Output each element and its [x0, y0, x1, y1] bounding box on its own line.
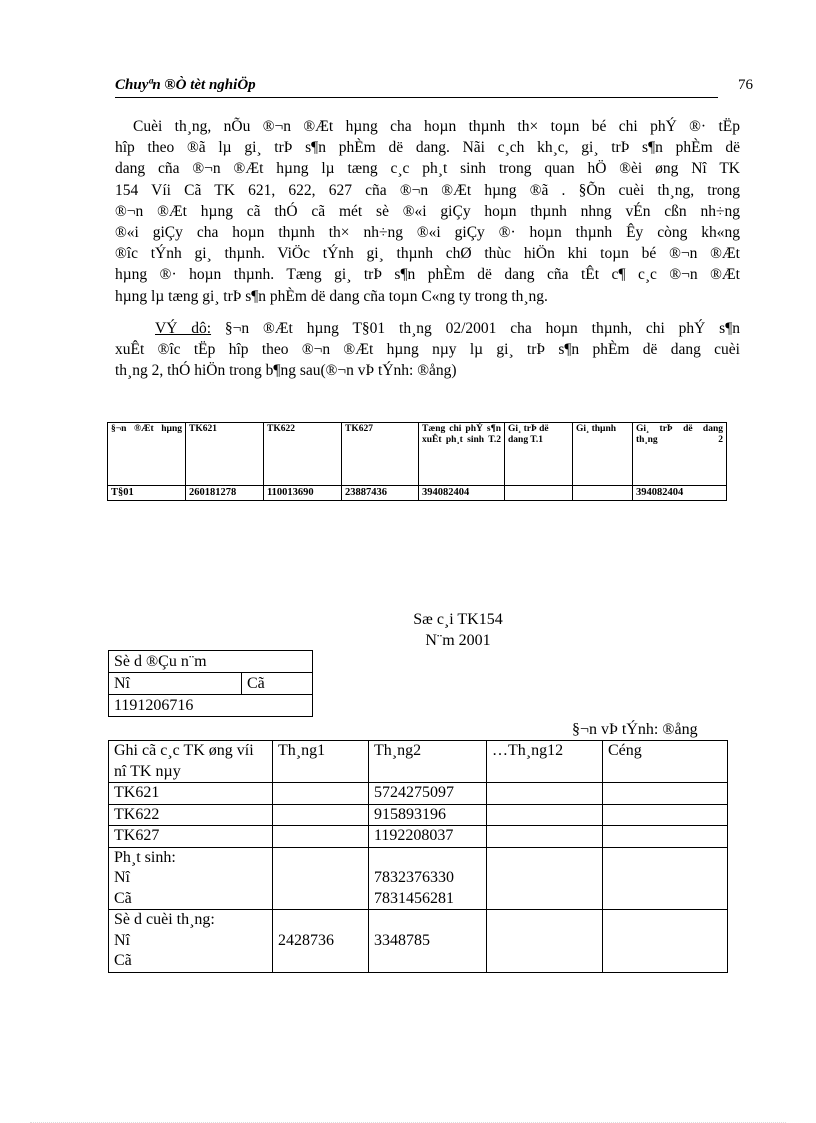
table-cell: 1192208037: [369, 826, 487, 848]
currency-unit-note: §¬n vÞ tÝnh: ®ång: [572, 721, 698, 738]
table-header-cell: Th¸ng1: [273, 741, 369, 783]
table-header-cell: TK627: [342, 423, 419, 486]
table-cell: 110013690: [264, 486, 342, 501]
table-cell: 5724275097: [369, 783, 487, 805]
paragraph-line: hµng lµ tæng gi¸ trÞ s¶n phÈm dë dang cña toµn C«ng ty trong th¸ng.: [115, 287, 548, 305]
table-row: [109, 804, 728, 826]
table-cell: T§01: [108, 486, 186, 501]
credit-label: Cã: [242, 673, 313, 695]
table-cell: [369, 847, 487, 910]
paragraph-line: [115, 318, 740, 339]
table-cell: [573, 486, 633, 501]
table-cell: [273, 783, 369, 805]
closing-debit-m1: 2428736: [278, 931, 334, 949]
table-cell: [273, 847, 369, 910]
paragraph-1: [115, 116, 740, 307]
table-header-cell: Ghi cã c¸c TK øng víi nî TK nµy: [109, 741, 273, 783]
opening-balance-table: [108, 650, 313, 717]
table-header-cell: Gi¸ trÞ dë dang T.1: [505, 423, 573, 486]
debit-label: Nî: [109, 673, 242, 695]
example-label: VÝ dô:: [155, 320, 212, 337]
paragraph-line: ®«i giÇy cha hoµn thµnh th× nh÷ng ®«i giÇy ®· hoµn thµnh Êy còng kh«ng: [115, 224, 740, 242]
table-header-cell: Tæng chi phÝ s¶n xuÊt ph¸t sinh T.2: [419, 423, 505, 486]
table-cell: 23887436: [342, 486, 419, 501]
paragraph-line: ®îc tÝnh gi¸ thµnh. ViÖc tÝnh gi¸ thµnh chØ thùc hiÖn khi toµn bé ®¬n ®Æt: [115, 245, 740, 263]
debit-label: Nî: [114, 869, 130, 886]
paragraph-line: hµng ®· hoµn thµnh. Tæng gi¸ trÞ s¶n phÈm dë dang cña tÊt c¶ c¸c ®¬n ®Æt: [115, 266, 740, 284]
order-cost-table: [107, 422, 727, 501]
table-header-row: [108, 423, 727, 486]
table-cell: 394082404: [633, 486, 727, 501]
table-row: [108, 486, 727, 501]
paragraph-line: Cuèi th¸ng, nÕu ®¬n ®Æt hµng cha hoµn thµnh th× toµn bé chi phÝ ®· tËp: [133, 118, 740, 135]
table-header-row: [109, 741, 728, 783]
paragraph-line: 154 Víi Cã TK 621, 622, 627 cña ®¬n ®Æt hµng ®ã . §Õn cuèi th¸ng, trong: [115, 181, 740, 199]
table-header-cell: Th¸ng2: [369, 741, 487, 783]
paragraph-line: th¸ng 2, thÓ hiÖn trong b¶ng sau(®¬n vÞ tÝnh: ®ång): [115, 362, 457, 380]
page-header-title: Chuyªn ®Ò tèt nghiÖp: [115, 77, 256, 93]
arising-debit-value: 7832376330: [374, 869, 454, 886]
page-number: 76: [738, 77, 753, 93]
table-cell: [603, 910, 728, 973]
closing-label: Sè d cuèi th¸ng:: [114, 911, 215, 928]
table-cell: [487, 847, 603, 910]
arising-label: Ph¸t sinh:: [114, 848, 176, 866]
table-row: [109, 783, 728, 805]
paragraph-line: dang cña ®¬n ®Æt hµng lµ tæng c¸c ph¸t sinh trong quan hÖ ®èi øng Nî TK: [115, 160, 740, 178]
table-cell: [109, 910, 273, 973]
table-cell: [603, 826, 728, 848]
ledger-year: N¨m 2001: [425, 632, 491, 649]
table-cell: [505, 486, 573, 501]
table-cell: [109, 847, 273, 910]
table-cell: TK627: [109, 826, 273, 848]
table-cell: TK621: [109, 783, 273, 805]
table-cell: [273, 910, 369, 973]
table-header-cell: Gi¸ thµnh: [573, 423, 633, 486]
paragraph-line: ®¬n ®Æt hµng cã thÓ cã mét sè ®«i giÇy hoµn thµnh nhng vÉn cßn nh÷ng: [115, 202, 740, 220]
credit-label: Cã: [114, 889, 132, 907]
paragraph-text: §¬n ®Æt hµng T§01 th¸ng 02/2001 cha hoµn thµnh, chi phÝ s¶n: [211, 320, 740, 337]
table-cell: [487, 783, 603, 805]
header-divider: [115, 97, 718, 98]
arising-credit-value: 7831456281: [374, 889, 454, 907]
table-cell: 260181278: [186, 486, 264, 501]
table-row: [109, 910, 728, 973]
ledger-table: [108, 740, 728, 973]
table-header-cell: TK621: [186, 423, 264, 486]
table-cell: [603, 783, 728, 805]
table-row: [109, 847, 728, 910]
opening-balance-value: 1191206716: [109, 695, 313, 717]
opening-balance-label: Sè d ®Çu n¨m: [109, 651, 313, 673]
table-cell: [603, 847, 728, 910]
table-cell: [273, 804, 369, 826]
debit-label: Nî: [114, 931, 130, 949]
paragraph-line: hîp theo ®ã lµ gi¸ trÞ s¶n phÈm dë dang. Nãi c¸ch kh¸c, gi¸ trÞ s¶n phÈm dë: [115, 139, 740, 157]
table-cell: [369, 910, 487, 973]
table-cell: 394082404: [419, 486, 505, 501]
table-header-cell: Gi¸ trÞ dë dang th¸ng 2: [633, 423, 727, 486]
paragraph-2: [115, 318, 740, 382]
table-header-cell: TK622: [264, 423, 342, 486]
table-header-cell: …Th¸ng12: [487, 741, 603, 783]
closing-debit-m2: 3348785: [374, 931, 430, 949]
table-row: [109, 673, 313, 695]
paragraph-line: xuÊt ®îc tËp hîp theo ®¬n ®Æt hµng nµy lµ gi¸ trÞ s¶n phÈm dë dang cuèi: [115, 341, 740, 359]
table-cell: 915893196: [369, 804, 487, 826]
table-cell: [603, 804, 728, 826]
table-cell: [487, 804, 603, 826]
credit-label: Cã: [114, 952, 132, 969]
table-row: [109, 651, 313, 673]
table-header-cell: §¬n ®Æt hµng: [108, 423, 186, 486]
table-header-cell: Céng: [603, 741, 728, 783]
table-cell: [487, 910, 603, 973]
table-row: [109, 826, 728, 848]
ledger-title: Sæ c¸i TK154: [413, 611, 503, 628]
table-cell: TK622: [109, 804, 273, 826]
table-cell: [273, 826, 369, 848]
table-cell: [487, 826, 603, 848]
table-row: [109, 695, 313, 717]
